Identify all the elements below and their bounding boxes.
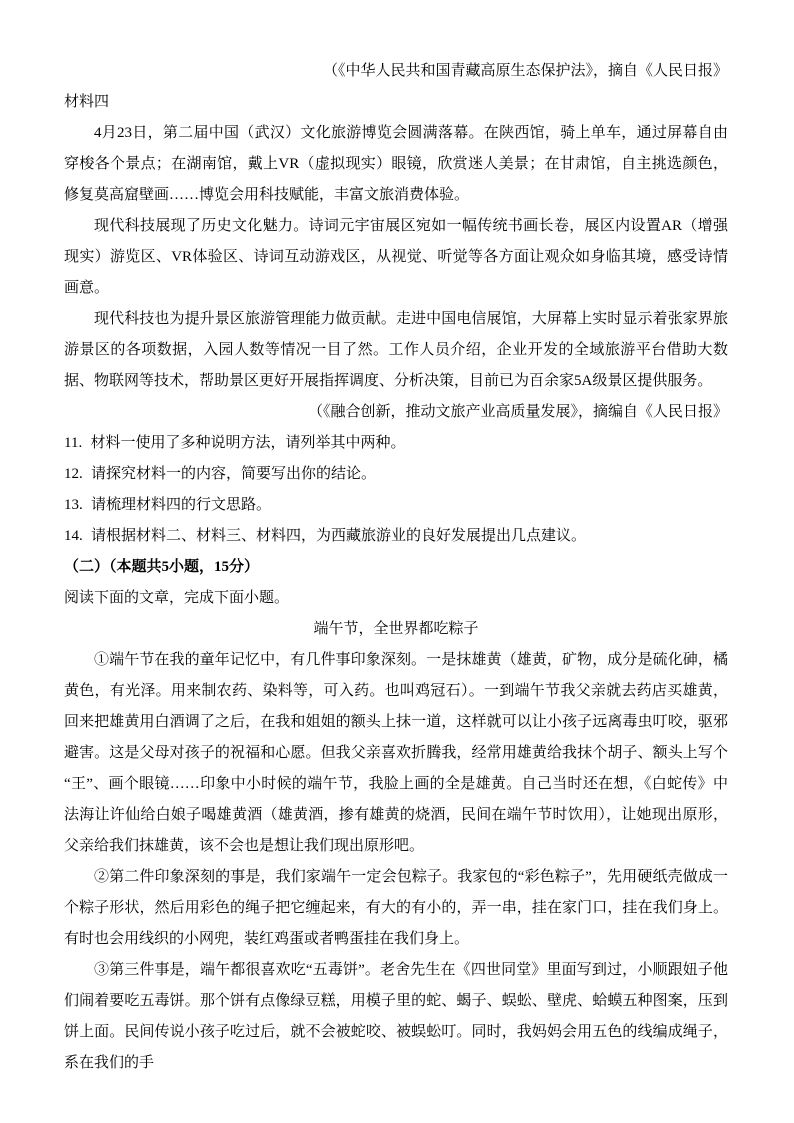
material-four-paragraph: 4月23日，第二届中国（武汉）文化旅游博览会圆满落幕。在陕西馆，骑上单车，通过屏幕自由穿梭各个景点；在湖南馆，戴上VR（虚拟现实）眼镜，欣赏迷人美景；在甘肃馆，自主挑选颜色，修复莫高窟壁画……博览会用科技赋能，丰富文旅消费体验。 [64,125,728,203]
document-body [64,56,728,1079]
reading-instruction: 阅读下面的文章，完成下面小题。 [64,590,290,606]
question-number: 12. [64,466,83,482]
material-four-label: 材料四 [64,94,110,110]
question-number: 11. [64,435,83,451]
question-number: 13. [64,497,83,513]
question-item [64,521,728,552]
question-text: 请梳理材料四的行文思路。 [91,497,272,513]
question-text: 请探究材料一的内容，简要写出你的结论。 [91,466,377,482]
question-item [64,459,728,490]
question-text: 材料一使用了多种说明方法，请列举其中两种。 [90,435,406,451]
essay-paragraph: ③第三件事是，端午都很喜欢吃“五毒饼”。老舍先生在《四世同堂》里面写到过，小顺跟妞子他们闹着要吃五毒饼。那个饼有点像绿豆糕，用模子里的蛇、蝎子、蜈蚣、壁虎、蛤蟆五种图案，压到饼上面。民间传说小孩子吃过后，就不会被蛇咬、被蜈蚣叮。同时，我妈妈会用五色的线编成绳子，系在我们的手 [64,962,728,1071]
question-number: 14. [64,528,83,544]
citation-source-top: （《中华人民共和国青藏高原生态保护法》，摘自《人民日报》 [322,63,728,79]
essay-title: 端午节，全世界都吃粽子 [313,621,479,637]
material-four-paragraph: 现代科技展现了历史文化魅力。诗词元宇宙展区宛如一幅传统书画长卷，展区内设置AR（增强现实）游览区、VR体验区、诗词互动游戏区，从视觉、听觉等各方面让观众如身临其境，感受诗情画意。 [64,218,728,296]
material-four-paragraph: 现代科技也为提升景区旅游管理能力做贡献。走进中国电信展馆，大屏幕上实时显示着张家界旅游景区的各项数据，入园人数等情况一目了然。工作人员介绍，企业开发的全域旅游平台借助大数据、物联网等技术，帮助景区更好开展指挥调度、分析决策，目前已为百余家5A级景区提供服务。 [64,311,728,389]
question-item [64,490,728,521]
section-two-header: （二）（本题共5小题，15分） [64,559,260,575]
question-text: 请根据材料二、材料三、材料四，为西藏旅游业的良好发展提出几点建议。 [91,528,587,544]
citation-source-bottom: （《融合创新，推动文旅产业高质量发展》，摘编自《人民日报》 [307,404,728,420]
question-item [64,428,728,459]
essay-paragraph: ②第二件印象深刻的事是，我们家端午一定会包粽子。我家包的“彩色粽子”，先用硬纸壳做成一个粽子形状，然后用彩色的绳子把它缠起来，有大的有小的，弄一串，挂在家门口，挂在我们身上。有时也会用线织的小网兜，装红鸡蛋或者鸭蛋挂在我们身上。 [64,869,728,947]
essay-paragraph: ①端午节在我的童年记忆中，有几件事印象深刻。一是抹雄黄（雄黄，矿物，成分是硫化砷，橘黄色，有光泽。用来制农药、染料等，可入药。也叫鸡冠石）。一到端午节我父亲就去药店买雄黄，回来把雄黄用白酒调了之后，在我和姐姐的额头上抹一道，这样就可以让小孩子远离毒虫叮咬，驱邪避害。这是父母对孩子的祝福和心愿。但我父亲喜欢折腾我，经常用雄黄给我抹个胡子、额头上写个“王”、画个眼镜……印象中小时候的端午节，我脸上画的全是雄黄。自己当时还在想，《白蛇传》中法海让许仙给白娘子喝雄黄酒（雄黄酒，掺有雄黄的烧酒，民间在端午节时饮用），让她现出原形，父亲给我们抹雄黄，该不会也是想让我们现出原形吧。 [64,652,728,854]
